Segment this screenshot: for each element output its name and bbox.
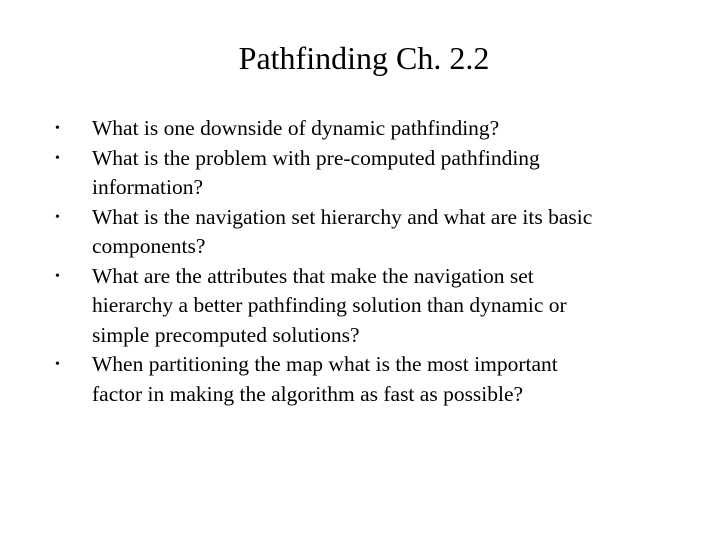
bullet-list — [55, 114, 675, 409]
slide-title: Pathfinding Ch. 2.2 — [238, 40, 490, 76]
bullet-text-line: simple precomputed solutions? — [92, 322, 360, 347]
bullet-icon: • — [55, 121, 60, 136]
bullet-item — [55, 114, 675, 144]
bullet-item — [55, 262, 675, 351]
bullet-icon: • — [55, 209, 60, 225]
bullet-icon: • — [55, 150, 60, 166]
bullet-text-line: What are the attributes that make the navigation set — [92, 263, 534, 288]
bullet-text-line: hierarchy a better pathfinding solution than dynamic or — [92, 293, 567, 317]
bullet-text-line: components? — [92, 234, 206, 258]
bullet-text-line: information? — [92, 175, 204, 199]
bullet-text-line: factor in making the algorithm as fast as possible? — [92, 381, 524, 406]
bullet-icon: • — [55, 268, 60, 284]
bullet-text-line: When partitioning the map what is the most important — [92, 352, 558, 376]
bullet-text-line: What is the navigation set hierarchy and what are its basic — [92, 204, 593, 229]
bullet-text-line: What is the problem with pre-computed pathfinding — [92, 145, 540, 170]
bullet-item — [55, 203, 675, 262]
bullet-item — [55, 350, 675, 409]
bullet-item — [55, 144, 675, 203]
bullet-icon: • — [55, 357, 60, 372]
bullet-text-line: What is one downside of dynamic pathfinding? — [92, 116, 500, 140]
